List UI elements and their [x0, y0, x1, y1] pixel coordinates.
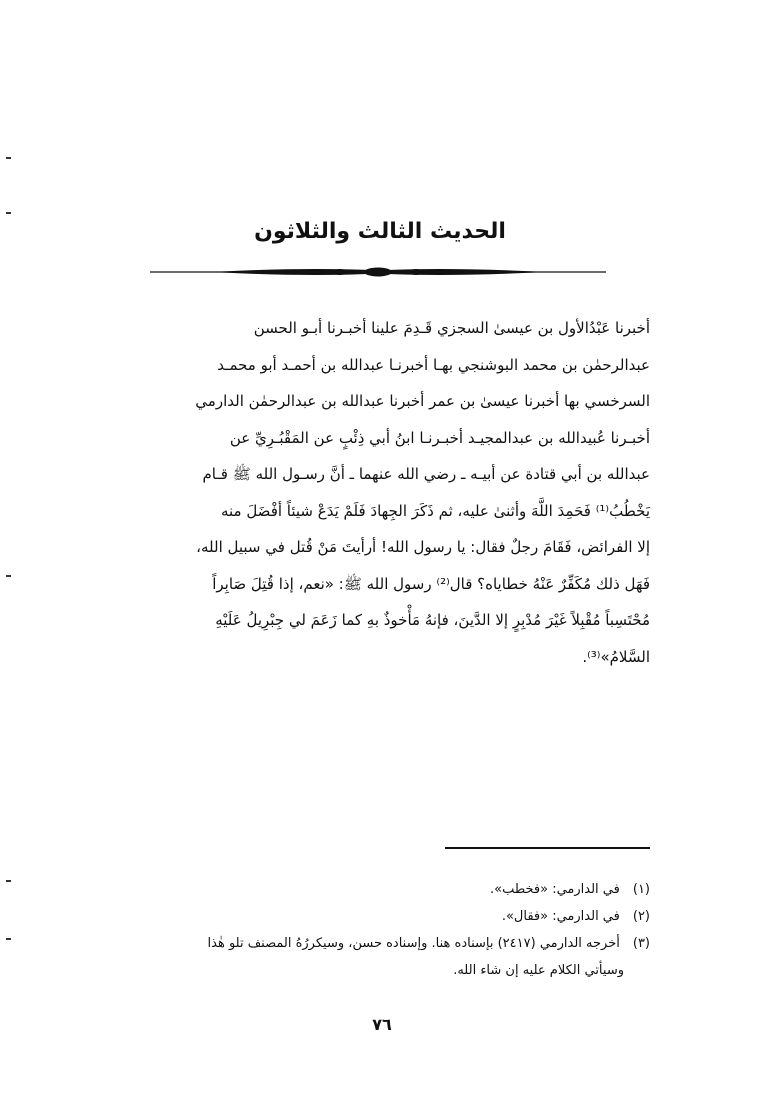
title-ornament-divider: [150, 262, 606, 282]
scan-edge-mark: [6, 938, 11, 940]
footnote-number: (١): [632, 882, 650, 897]
footnote-separator: [445, 847, 650, 849]
scan-edge-mark: [6, 880, 11, 882]
footnote-text: في الدارمي: «فقال».: [501, 909, 620, 924]
footnote-item: [90, 930, 650, 957]
footnotes: [90, 876, 650, 984]
scan-edge-mark: [6, 575, 11, 577]
hadith-text-line: عبدالرحمٰن بن محمد البوشنجي بهـا أخبرنـا عبدالله بن أحمـد أبو محمـد: [217, 355, 650, 374]
hadith-text-line: إلا الفرائض، فَقَامَ رجلٌ فقال: يا رسول الله! أرأيتَ مَنْ قُتل في سبيل الله،: [196, 538, 650, 556]
footnote-number: (٣): [632, 936, 650, 951]
footnote-text: في الدارمي: «فخطب».: [490, 882, 620, 897]
hadith-text-line: السرخسي بها أخبرنا عيسىٰ بن عمر أخبرنا عبدالله بن عبدالرحمٰن الدارمي: [195, 392, 650, 410]
scan-edge-mark: [6, 212, 11, 214]
hadith-text-line: مُحْتَسِباً مُقْبِلاً غَيْرَ مُدْبِرٍ إلا الدَّينَ، فإنهُ مَأْخوذٌ بهِ كما زَعَمَ لي جِبْرِيلُ عَلَيْهِ: [215, 611, 650, 629]
footnote-text: أخرجه الدارمي (٢٤١٧) بإسناده هنا. وإسناده حسن، وسيكررُهُ المصنف تلو هٰذا: [207, 936, 620, 951]
footnote-item: [90, 903, 650, 930]
hadith-text: [95, 310, 650, 675]
footnote-number: (٢): [632, 909, 650, 924]
hadith-text-line: أخبـرنا عُبيدالله بن عبدالمجيـد أخبـرنـا ابنُ أبي ذِئْبٍ عن المَقْبُـرِيِّ عن: [229, 428, 650, 447]
hadith-text-line: السَّلامُ»⁽³⁾.: [582, 647, 650, 666]
hadith-text-line: فَهَل ذلك مُكَفِّرٌ عَنْهُ خطاياه؟ قال⁽²⁾ رسول الله ﷺ: «نعم، إذا قُتِلَ صَابِراً: [212, 574, 650, 593]
hadith-text-line: أخبرنا عَبْدُالأول بن عيسىٰ السجزي قَـدِمَ علينا أخبـرنا أبـو الحسن: [253, 319, 650, 337]
page-number: ٧٦: [372, 1015, 392, 1034]
scan-edge-mark: [6, 157, 11, 159]
footnote-continuation: وسيأتي الكلام عليه إن شاء الله.: [453, 963, 624, 978]
hadith-text-line: عبدالله بن أبي قتادة عن أبيـه ـ رضي الله عنهما ـ أنَّ رسـول الله ﷺ قـام: [202, 465, 650, 483]
chapter-title: الحديث الثالث والثلاثون: [254, 219, 506, 244]
hadith-text-line: يَخْطُبُ⁽¹⁾ فَحَمِدَ اللَّهَ وأثنىٰ عليه، ثم ذَكَرَ الجِهادَ فَلَمْ يَدَعْ شيئاً أفْضَلَ منه: [220, 501, 650, 520]
footnote-item: [90, 876, 650, 903]
